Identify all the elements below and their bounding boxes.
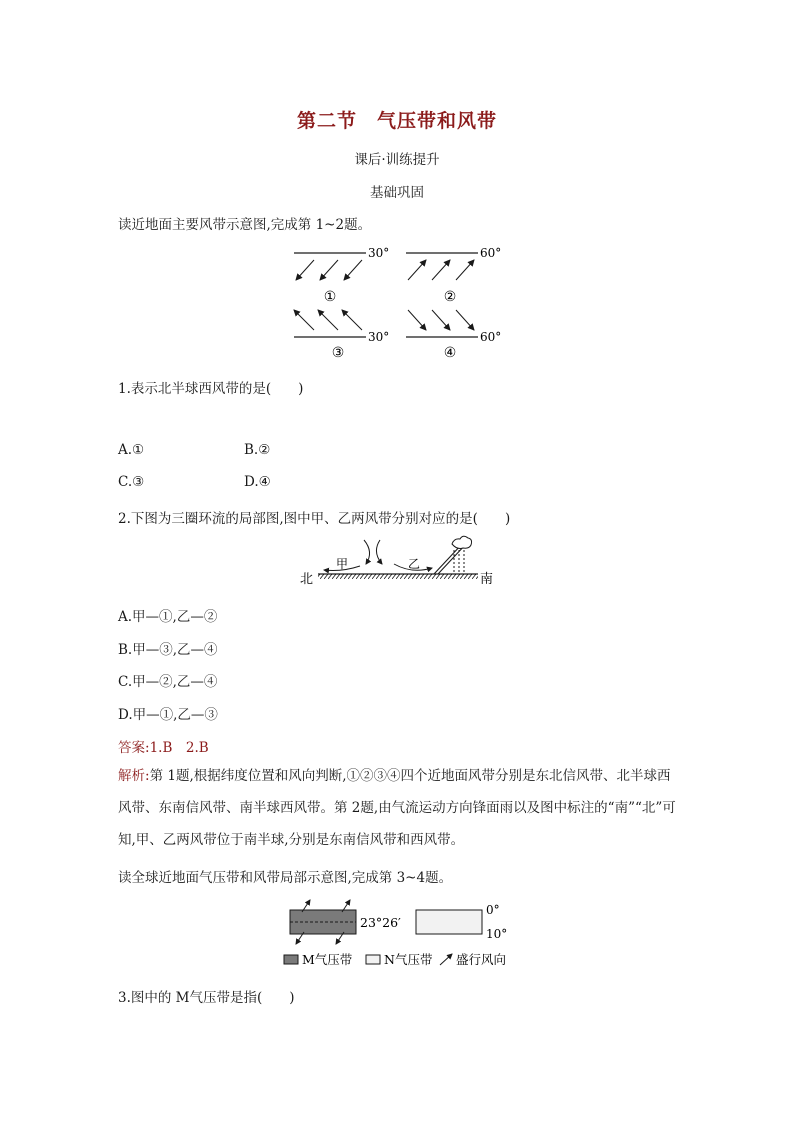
south-label: 南 [480, 572, 494, 587]
answer-text: 1.B 2.B [149, 740, 209, 756]
descend-arrow-left [364, 540, 370, 564]
pressure-belt-figure [280, 892, 520, 974]
belt-num-2: ② [443, 289, 457, 305]
analysis-label: 解析: [118, 768, 150, 784]
wind-arrow [296, 260, 314, 280]
intro-1-2: 读近地面主要风带示意图,完成第 1~2题。 [118, 217, 372, 233]
descend-arrow-right [376, 540, 382, 564]
q2-option-b[interactable]: B.甲—③,乙—④ [118, 642, 218, 658]
wind-arrow [408, 310, 426, 330]
wind-arrow [456, 260, 474, 280]
ground-hatch [318, 574, 478, 579]
intro-3-4: 读全球近地面气压带和风带局部示意图,完成第 3~4题。 [118, 870, 453, 886]
wind-arrow [318, 310, 338, 330]
yi-label: 乙 [408, 557, 421, 571]
lat-label-1: 30° [368, 246, 390, 260]
wind-belt-figure [280, 240, 520, 364]
wind-arrow [320, 260, 338, 280]
n-pressure-belt [416, 910, 482, 934]
q1-option-c[interactable]: C.③ [118, 474, 145, 490]
wind-arrow [344, 260, 362, 280]
north-label: 北 [300, 572, 314, 587]
legend-wind-label: 盛行风向 [456, 952, 507, 967]
analysis [118, 760, 678, 856]
legend-wind-icon [440, 954, 452, 965]
lat-label-2: 60° [480, 246, 502, 260]
subtitle: 课后·训练提升 [354, 152, 440, 168]
jia-label: 甲 [336, 557, 349, 571]
belt-num-4: ④ [443, 345, 457, 361]
wind-arrow [432, 310, 450, 330]
belt-num-3: ③ [331, 345, 345, 361]
answer [118, 736, 209, 756]
q2-option-d[interactable]: D.甲—①,乙—③ [118, 707, 218, 723]
legend-m-swatch [284, 955, 298, 964]
wind-arrow [408, 260, 426, 280]
q2-option-c[interactable]: C.甲—②,乙—④ [118, 674, 218, 690]
analysis-text: 第 1题,根据纬度位置和风向判断,①②③④四个近地面风带分别是东北信风带、北半球西风带、东南信风带、南半球西风带。第 2题,由气流运动方向锋面雨以及图中标注的“南”“北”可知,甲、乙两风带位于南半球,分别是东南信风带和西风带。 [118, 768, 676, 848]
cloud-icon [452, 536, 472, 548]
belt-num-1: ① [323, 289, 337, 305]
legend-m-label: M气压带 [302, 952, 353, 967]
question-3: 3.图中的 M气压带是指( ) [118, 990, 295, 1006]
question-1: 1.表示北半球西风带的是( ) [118, 381, 304, 397]
wind-arrow [294, 310, 314, 330]
wind-arrow [342, 310, 362, 330]
lat-label-4: 60° [480, 330, 502, 344]
question-2: 2.下图为三圈环流的局部图,图中甲、乙两风带分别对应的是( ) [118, 511, 511, 527]
wind-arrow [456, 310, 474, 330]
q1-option-d[interactable]: D.④ [244, 474, 271, 490]
lat10-label: 10° [486, 927, 508, 941]
legend-n-swatch [366, 955, 380, 964]
equator-label: 0° [486, 903, 500, 917]
section-heading: 基础巩固 [370, 185, 424, 201]
answer-label: 答案: [118, 740, 150, 756]
q1-option-b[interactable]: B.② [244, 442, 271, 458]
tropic-lat-label: 23°26′ [360, 915, 401, 930]
wind-arrow [432, 260, 450, 280]
circulation-figure [296, 534, 502, 590]
lat-label-3: 30° [368, 330, 390, 344]
q1-option-a[interactable]: A.① [118, 442, 145, 458]
q2-option-a[interactable]: A.甲—①,乙—② [118, 609, 218, 625]
legend-n-label: N气压带 [384, 952, 433, 967]
page-title: 第二节 气压带和风带 [296, 110, 497, 132]
